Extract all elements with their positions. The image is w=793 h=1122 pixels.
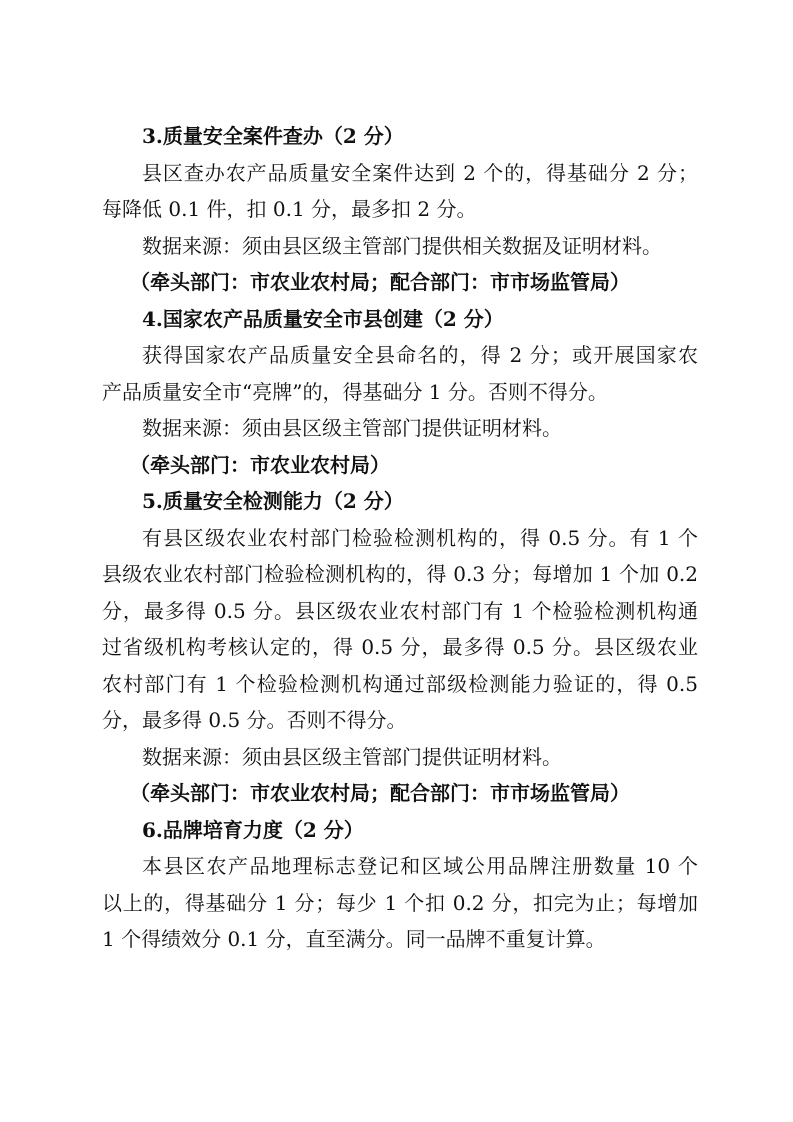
data-source-line: 数据来源：须由县区级主管部门提供证明材料。 — [142, 744, 562, 769]
section-heading: 4.国家农产品质量安全市县创建（2 分） — [142, 306, 504, 331]
data-source-line: 数据来源：须由县区级主管部门提供证明材料。 — [142, 416, 562, 440]
paragraph-line: 1 个得绩效分 0.1 分，直至满分。同一品牌不重复计算。 — [102, 927, 606, 951]
department-note: （牵头部门：市农业农村局） — [130, 452, 390, 477]
paragraph-line: 本县区农产品地理标志登记和区域公用品牌注册数量 10 个 — [142, 854, 698, 878]
paragraph-line: 有县区级农业农村部门检验检测机构的，得 0.5 分。有 1 个 — [142, 525, 698, 550]
paragraph-line: 分，最多得 0.5 分。否则不得分。 — [102, 708, 407, 732]
department-note: （牵头部门：市农业农村局；配合部门：市市场监管局） — [130, 781, 630, 805]
department-note: （牵头部门：市农业农村局；配合部门：市市场监管局） — [130, 270, 630, 294]
paragraph-line: 产品质量安全市“亮牌”的，得基础分 1 分。否则不得分。 — [102, 379, 608, 404]
paragraph-line: 分，最多得 0.5 分。县区级农业农村部门有 1 个检验检测机构通 — [102, 598, 698, 623]
paragraph-line: 过省级机构考核认定的，得 0.5 分，最多得 0.5 分。县区级农业 — [102, 635, 698, 659]
paragraph-line: 每降低 0.1 件，扣 0.1 分，最多扣 2 分。 — [102, 197, 477, 221]
paragraph-line: 获得国家农产品质量安全县命名的，得 2 分；或开展国家农 — [142, 343, 698, 367]
section-heading: 5.质量安全检测能力（2 分） — [142, 489, 404, 513]
section-heading: 6.品牌培育力度（2 分） — [142, 817, 364, 842]
paragraph-line: 县区查办农产品质量安全案件达到 2 个的，得基础分 2 分； — [142, 160, 698, 185]
data-source-line: 数据来源：须由县区级主管部门提供相关数据及证明材料。 — [142, 233, 662, 258]
document-page — [102, 118, 698, 958]
paragraph-line: 县级农业农村部门检验检测机构的，得 0.3 分；每增加 1 个加 0.2 — [102, 562, 698, 586]
section-heading: 3.质量安全案件查办（2 分） — [142, 124, 404, 148]
paragraph-line: 以上的，得基础分 1 分；每少 1 个扣 0.2 分，扣完为止；每增加 — [102, 890, 698, 915]
paragraph-line: 农村部门有 1 个检验检测机构通过部级检测能力验证的，得 0.5 — [102, 671, 698, 696]
